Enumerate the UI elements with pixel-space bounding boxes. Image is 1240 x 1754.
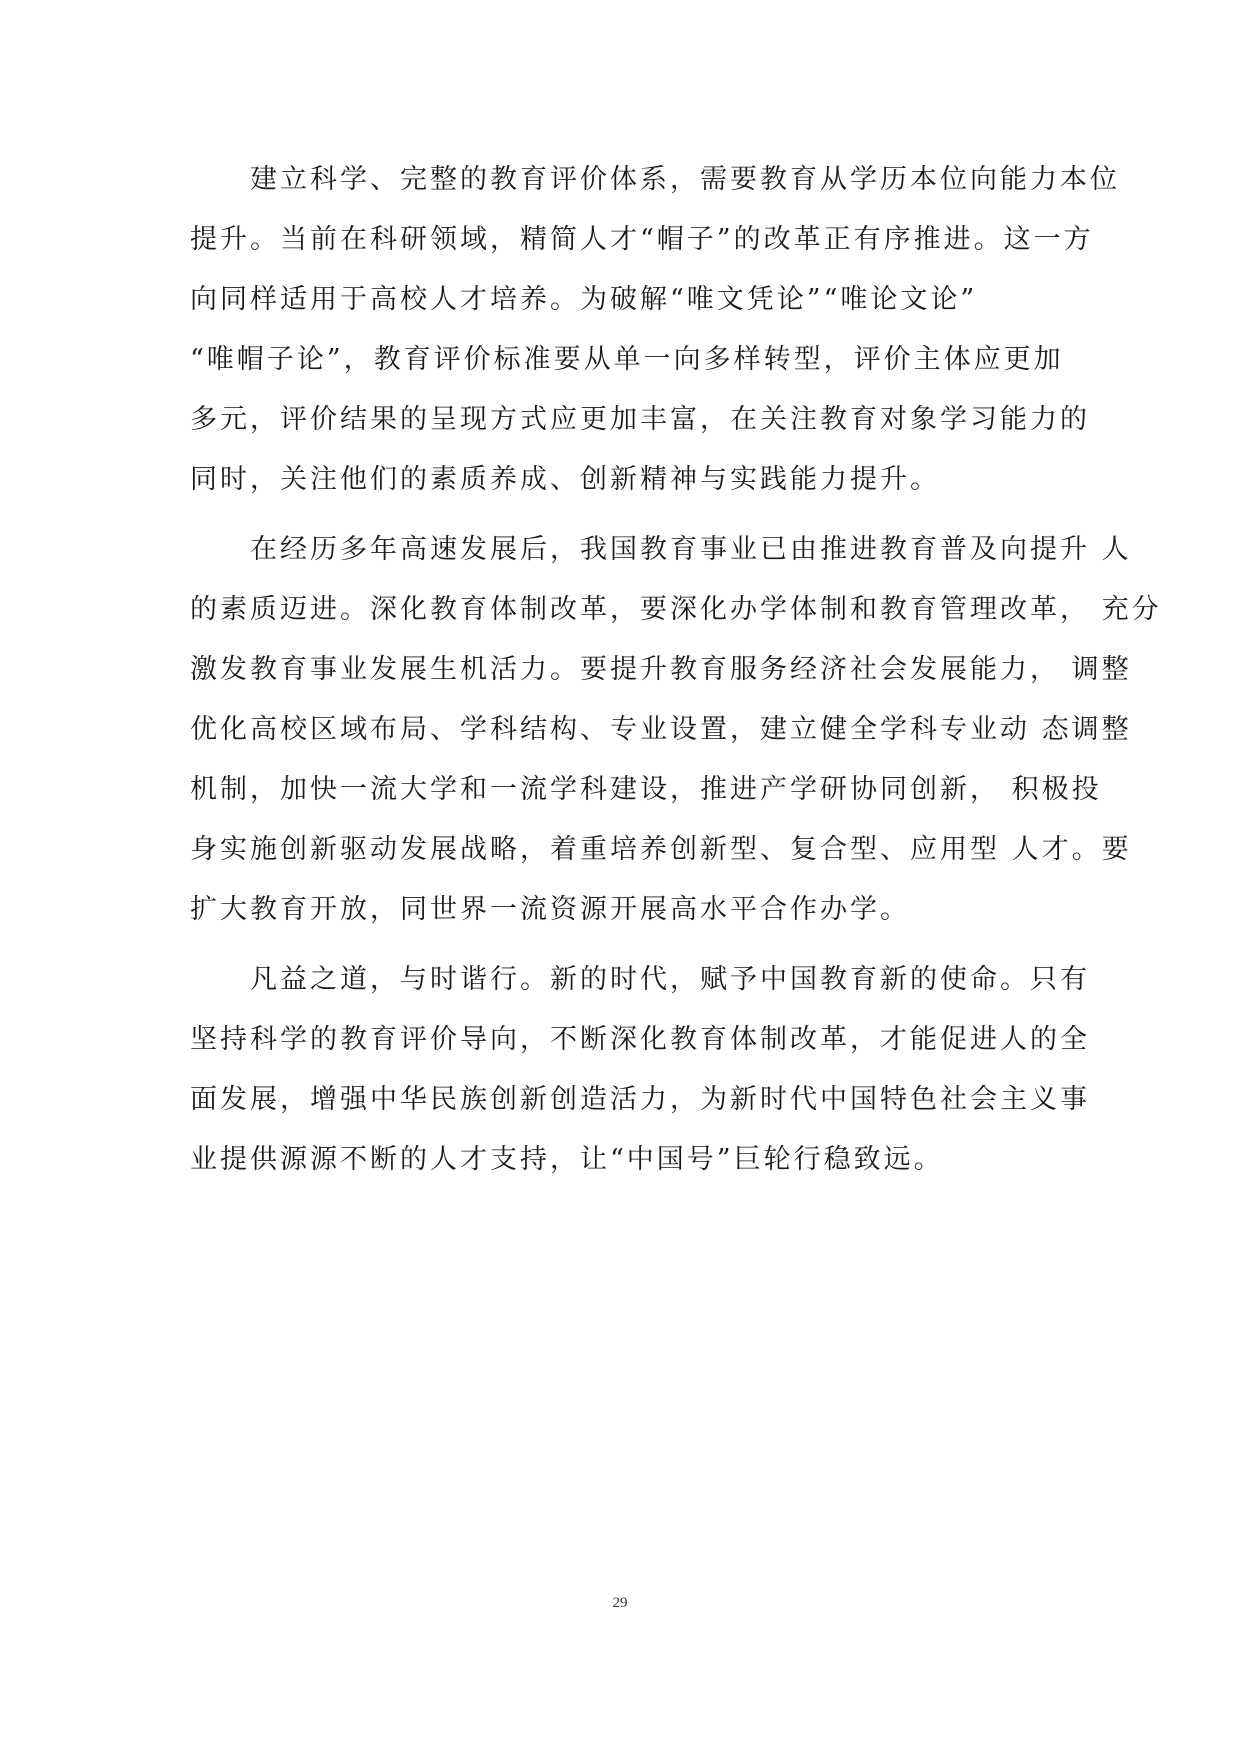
text-line: 扩大教育开放，同世界一流资源开展高水平合作办学。 bbox=[190, 894, 910, 925]
paragraph-2 bbox=[190, 520, 1162, 940]
text-line: 多元，评价结果的呈现方式应更加丰富，在关注教育对象学习能力的 bbox=[190, 404, 1090, 435]
text-line: 提升。当前在科研领域，精简人才“帽子”的改革正有序推进。这一方 bbox=[190, 224, 1094, 255]
text-line: “唯帽子论”，教育评价标准要从单一向多样转型，评价主体应更加 bbox=[190, 344, 1064, 375]
text-line: 的素质迈进。深化教育体制改革，要深化办学体制和教育管理改革， 充分 bbox=[190, 594, 1162, 625]
text-line: 凡益之道，与时谐行。新的时代，赋予中国教育新的使命。只有 bbox=[190, 964, 1090, 995]
paragraph-spacer bbox=[190, 510, 1090, 520]
text-line: 在经历多年高速发展后，我国教育事业已由推进教育普及向提升 人 bbox=[190, 534, 1132, 565]
text-line: 优化高校区域布局、学科结构、专业设置，建立健全学科专业动 态调整 bbox=[190, 714, 1132, 745]
text-line: 激发教育事业发展生机活力。要提升教育服务经济社会发展能力， 调整 bbox=[190, 654, 1132, 685]
text-line: 向同样适用于高校人才培养。为破解“唯文凭论”“唯论文论” bbox=[190, 284, 978, 315]
page-number: 29 bbox=[612, 1595, 628, 1611]
paragraph-spacer bbox=[190, 940, 1090, 950]
text-line: 机制，加快一流大学和一流学科建设，推进产学研协同创新， 积极投 bbox=[190, 774, 1102, 805]
text-line: 身实施创新驱动发展战略，着重培养创新型、复合型、应用型 人才。要 bbox=[190, 834, 1132, 865]
text-line: 坚持科学的教育评价导向，不断深化教育体制改革，才能促进人的全 bbox=[190, 1024, 1090, 1055]
text-line: 业提供源源不断的人才支持，让“中国号”巨轮行稳致远。 bbox=[190, 1144, 944, 1175]
body-text bbox=[190, 150, 1162, 1190]
text-line: 面发展，增强中华民族创新创造活力，为新时代中国特色社会主义事 bbox=[190, 1084, 1090, 1115]
text-line: 建立科学、完整的教育评价体系，需要教育从学历本位向能力本位 bbox=[190, 164, 1120, 195]
paragraph-3 bbox=[190, 950, 1090, 1190]
paragraph-1 bbox=[190, 150, 1120, 510]
text-line: 同时，关注他们的素质养成、创新精神与实践能力提升。 bbox=[190, 464, 940, 495]
